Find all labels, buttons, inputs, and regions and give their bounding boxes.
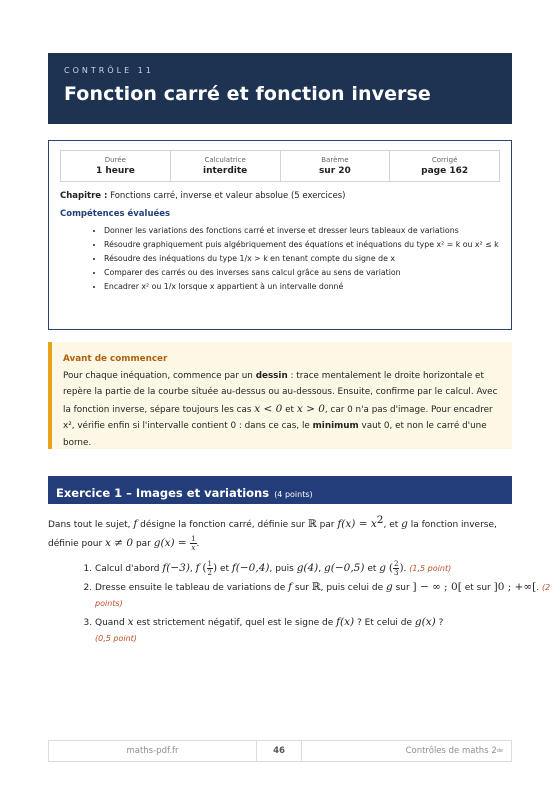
math-expr: f(x) = x bbox=[337, 518, 377, 530]
intro-text: par bbox=[133, 539, 154, 549]
math-expr: g(x) bbox=[414, 616, 436, 628]
q-text: sur bbox=[392, 583, 413, 593]
footer-collection bbox=[302, 741, 511, 761]
chapter-text: Fonctions carré, inverse et valeur absolue (5 exercices) bbox=[110, 191, 346, 201]
page-header bbox=[48, 53, 512, 124]
q-text: ? bbox=[435, 618, 444, 628]
tip-box bbox=[48, 342, 512, 449]
intro-text: désigne la fonction carré, définie sur bbox=[137, 520, 308, 530]
intro-text: la fonction inverse, définie pour bbox=[48, 520, 497, 549]
q-text: , bbox=[189, 564, 196, 574]
math-expr: g(−0,5) bbox=[324, 562, 365, 574]
info-box bbox=[48, 140, 512, 330]
math-expr: ℝ bbox=[307, 518, 317, 530]
tip-text-part: vaut 0, et non le carré d'une borne. bbox=[63, 421, 487, 448]
tip-text-part: Pour chaque inéquation, commence par un bbox=[63, 370, 256, 381]
q-text: et bbox=[217, 564, 232, 574]
control-kicker: CONTRÔLE 11 bbox=[64, 66, 154, 75]
question-3 bbox=[95, 615, 559, 647]
math-expr: ] − ∞ ; 0[ bbox=[412, 581, 462, 593]
meta-grading bbox=[281, 151, 391, 181]
chapter-label: Chapitre : bbox=[60, 191, 108, 201]
footer-collection-text: Contrôles de maths 2 bbox=[405, 746, 497, 756]
question-points: (2 points) bbox=[95, 583, 551, 608]
math-expr: x > 0 bbox=[296, 402, 325, 415]
chapter-line bbox=[60, 191, 500, 201]
page-title: Fonction carré et fonction inverse bbox=[64, 83, 431, 105]
q-text: ? Et celui de bbox=[354, 618, 415, 628]
question-list bbox=[48, 560, 559, 650]
meta-duration bbox=[61, 151, 171, 181]
meta-label: Calculatrice bbox=[204, 156, 246, 164]
skills-title: Compétences évaluées bbox=[60, 209, 171, 219]
intro-text: . bbox=[196, 539, 200, 549]
skill-item: • Comparer des carrés ou des inverses sans calcul grâce au sens de variation bbox=[104, 266, 500, 280]
exercise-header bbox=[48, 476, 512, 504]
q-text: . bbox=[403, 564, 407, 574]
meta-value: 1 heure bbox=[95, 166, 135, 176]
tip-text bbox=[63, 368, 500, 452]
math-expr: f(x) bbox=[336, 616, 355, 628]
skill-item: • Résoudre des inéquations du type 1/x > k en tenant compte du signe de x bbox=[104, 252, 500, 266]
q-text: Calcul d'abord bbox=[95, 564, 163, 574]
tip-text-part: , car 0 n'a pas d'image. Pour encadrer x², vérifie enfin si l'intervalle contient 0 : dans ce cas, le bbox=[63, 404, 493, 431]
math-expr: f bbox=[195, 562, 200, 574]
intro-text: Dans tout le sujet, bbox=[48, 520, 134, 530]
meta-label: Corrigé bbox=[431, 156, 458, 164]
math-expr: f(−3) bbox=[162, 562, 190, 574]
page-footer bbox=[48, 740, 512, 762]
exercise-title: Exercice 1 – Images et variations bbox=[56, 486, 270, 500]
tip-bold: dessin bbox=[255, 370, 288, 381]
skill-item: • Encadrer x² ou 1/x lorsque x appartient à un intervalle donné bbox=[104, 280, 500, 294]
q-text: , puis bbox=[269, 564, 297, 574]
q-text: . bbox=[536, 583, 540, 593]
question-2 bbox=[95, 580, 559, 612]
math-expr: g(x) = bbox=[153, 537, 191, 549]
math-expr: x ≠ 0 bbox=[105, 537, 134, 549]
skills-list bbox=[60, 224, 500, 294]
q-text: est strictement négatif, quel est le signe de bbox=[133, 618, 337, 628]
fraction: $\frac{1}{x}$ bbox=[191, 535, 196, 552]
tip-text-part: : trace mentalement le droite horizontale et repère la partie de la courbe située au-dessus ou au-dessous. Ensuite, confirme par le calcul. Avec la fonction inverse, sépare toujours les cas bbox=[63, 370, 498, 415]
question-1: 1. Calcul d'abord f(−3), f ( $\frac{1}{2}$ ) et f(−0,4), puis g(4), g(−0,5) et g ( $\frac{2}{3}$ ). (1,5 point) bbox=[95, 560, 559, 577]
q-text: sur bbox=[292, 583, 312, 593]
math-expr: g(4) bbox=[296, 562, 319, 574]
intro-text: , et bbox=[383, 520, 402, 530]
question-points: (1,5 point) bbox=[409, 564, 452, 573]
math-expr: f bbox=[288, 581, 293, 593]
math-expr: ]0 ; +∞[ bbox=[493, 581, 537, 593]
math-expr: g bbox=[401, 518, 408, 530]
math-expr: x bbox=[127, 616, 134, 628]
meta-label: Barème bbox=[321, 156, 349, 164]
meta-calculator bbox=[171, 151, 281, 181]
math-expr: g bbox=[385, 581, 393, 593]
skill-item: • Résoudre graphiquement puis algébriquement des équations et inéquations du type x² = k ou x² ≤ k bbox=[104, 238, 500, 252]
footer-site: maths-pdf.fr bbox=[126, 746, 179, 756]
skill-item: • Donner les variations des fonctions carré et inverse et dresser leurs tableaux de variations bbox=[104, 224, 500, 238]
q-text: et bbox=[364, 564, 380, 574]
q-text: , bbox=[318, 564, 325, 574]
meta-value: sur 20 bbox=[318, 166, 351, 176]
math-expr: ℝ bbox=[311, 581, 321, 593]
footer-collection-sup: de bbox=[496, 748, 503, 754]
q-text: et sur bbox=[461, 583, 494, 593]
q-text: Dresse ensuite le tableau de variations de bbox=[95, 583, 289, 593]
meta-value: page 162 bbox=[421, 166, 469, 176]
tip-text-part: et bbox=[282, 404, 297, 415]
meta-table bbox=[60, 150, 500, 182]
tip-title: Avant de commencer bbox=[63, 354, 168, 364]
math-expr: x < 0 bbox=[254, 402, 283, 415]
meta-label: Durée bbox=[104, 156, 126, 164]
meta-correction bbox=[390, 151, 499, 181]
question-points: (0,5 point) bbox=[95, 634, 137, 643]
meta-value: interdite bbox=[202, 166, 248, 176]
intro-text: par bbox=[316, 520, 338, 530]
math-expr: g bbox=[379, 562, 386, 574]
exercise-intro: Dans tout le sujet, f désigne la fonction carré, définie sur ℝ par $f(x) = x^2$, et g la fonction inverse, définie pour x ≠ 0 par g(x) = $\frac{1}{x}$ . bbox=[48, 514, 497, 552]
fraction: $\frac{1}{2}$ bbox=[207, 560, 212, 577]
page-number: 46 bbox=[256, 741, 302, 761]
exercise-points: (4 points) bbox=[274, 490, 313, 499]
fraction: $\frac{2}{3}$ bbox=[393, 560, 399, 577]
tip-bold: minimum bbox=[312, 421, 359, 431]
math-expr: f(−0,4) bbox=[231, 562, 270, 574]
q-text: Quand bbox=[95, 618, 128, 628]
q-text: , puis celui de bbox=[320, 583, 386, 593]
math-expr: f bbox=[133, 518, 138, 530]
